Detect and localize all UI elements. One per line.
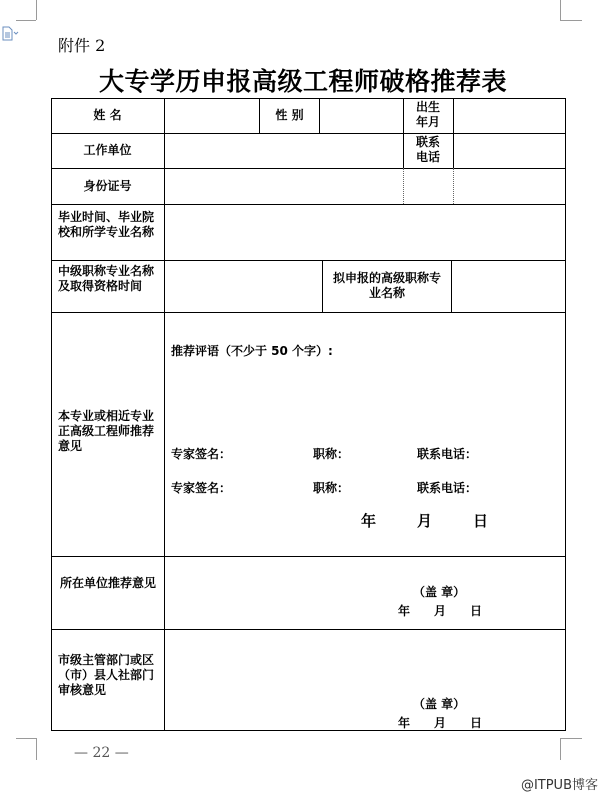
mid-title-field[interactable] [165,261,322,312]
unit-opinion-label: 所在单位推荐意见 [59,576,156,590]
page-number: — 22 — [74,745,129,761]
gender-value-field[interactable] [320,99,403,133]
expert-opinion-label: 本专业或相近专业正高级工程师推荐意见 [58,409,155,453]
watermark: @ITPUB博客 [520,778,598,793]
row-line-7 [51,629,566,630]
form-title: 大专学历申报高级工程师破格推荐表 [98,67,507,96]
dob-label: 出生年月 [415,100,440,129]
department-seal: （盖 章） [413,697,466,711]
attachment-label: 附件 2 [58,36,106,55]
expert-date-year: 年 [361,512,377,530]
id-label: 身份证号 [83,179,132,193]
crop-mark-top-right-h [560,20,582,21]
recommendation-form [51,98,566,730]
work-unit-label: 工作单位 [83,143,132,157]
expert-date-month: 月 [417,512,433,530]
name-label: 姓 名 [93,108,122,122]
border-bottom [51,730,566,731]
expert-title-1-label: 职称： [313,447,350,461]
gender-label: 性 别 [275,108,304,122]
row1-line-c [403,98,404,168]
row-line-5 [51,312,566,313]
mid-title-label: 中级职称专业名称及取得资格时间 [58,264,155,293]
graduation-label: 毕业时间、毕业院校和所学专业名称 [58,210,155,239]
row5-line-a [322,260,323,312]
department-review-label: 市级主管部门或区（市）县人社部门审核意见 [58,653,155,697]
graduation-field[interactable] [165,205,565,260]
comment-prompt: 推荐评语（不少于 50 个字）: [171,344,333,358]
unit-date: 年 月 日 [398,604,483,618]
name-value-field[interactable] [165,99,259,133]
phone-field[interactable] [454,134,565,168]
dob-value-field[interactable] [454,99,565,133]
unit-seal: （盖 章） [413,585,466,599]
crop-mark-bottom-left-h [16,738,36,739]
phone-label: 联系电话 [415,135,440,164]
document-icon[interactable] [1,26,19,42]
crop-mark-bottom-left [36,738,37,760]
work-unit-field[interactable] [165,134,403,168]
expert-phone-1-label: 联系电话： [417,447,478,461]
crop-mark-bottom-right-h [560,738,582,739]
apply-title-field[interactable] [452,261,565,312]
expert-phone-2-label: 联系电话： [417,481,478,495]
expert-sign-2-label: 专家签名： [171,481,232,495]
crop-mark-top-left [36,0,37,20]
border-right [565,98,566,731]
apply-title-label: 拟申报的高级职称专业名称 [332,271,441,300]
expert-date-day: 日 [473,512,489,530]
row-line-6 [51,556,566,557]
department-date: 年 月 日 [398,716,483,730]
crop-mark-top-left-h [16,20,36,21]
id-field[interactable] [165,169,565,204]
expert-sign-1-label: 专家签名： [171,447,232,461]
expert-title-2-label: 职称： [313,481,350,495]
crop-mark-top-right [560,0,561,20]
crop-mark-bottom-right [560,738,561,760]
